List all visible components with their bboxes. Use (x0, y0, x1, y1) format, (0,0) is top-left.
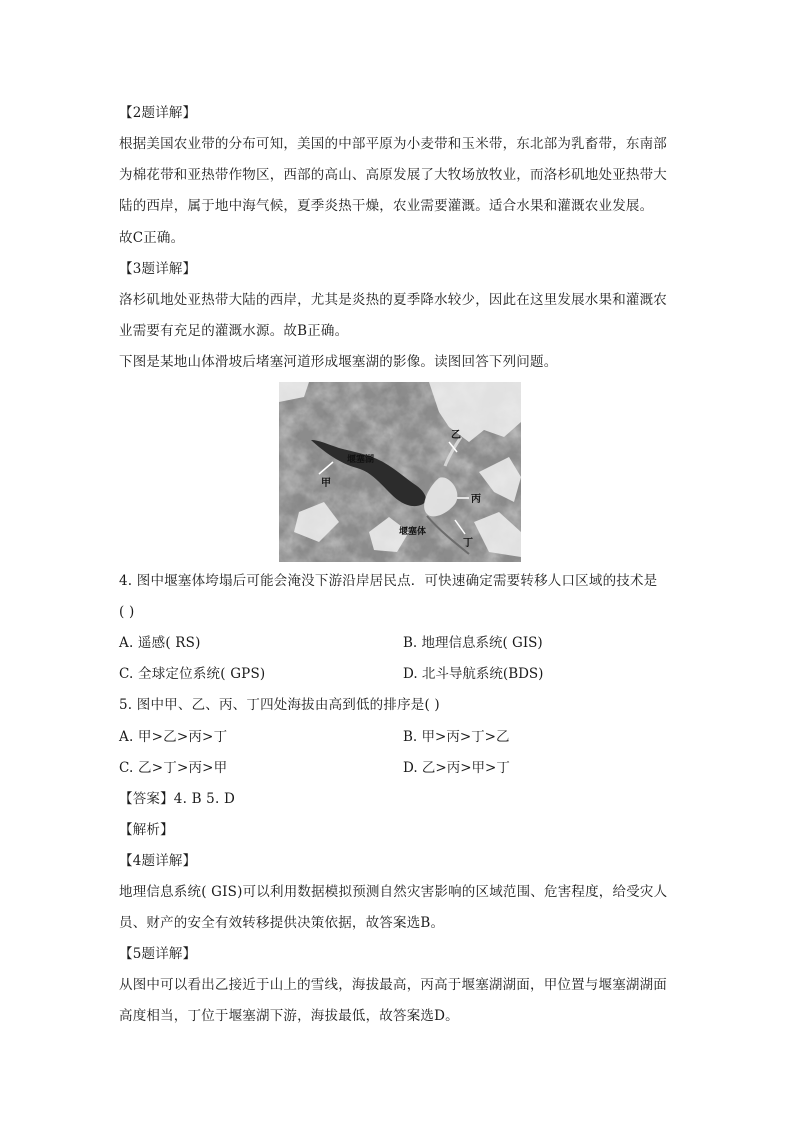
question-4-stem: 4. 图中堰塞体垮塌后可能会淹没下游沿岸居民点．可快速确定需要转移人口区域的技术是 (119, 573, 658, 589)
map-label-yi: 乙 (451, 430, 461, 441)
question-4-paren: ( ) (119, 604, 135, 620)
map-label-dam: 堰塞体 (399, 527, 427, 537)
answer-line: 【答案】4. B 5. D (119, 791, 235, 807)
map-label-ding: 丁 (463, 538, 473, 549)
analysis-heading: 【解析】 (119, 822, 174, 838)
section-2-heading: 【2题详解】 (119, 105, 197, 121)
map-label-lake: 堰塞湖 (347, 455, 375, 465)
q5-option-a: A. 甲>乙>丙>丁 (119, 729, 228, 745)
landslide-lake-image (279, 382, 521, 562)
map-label-bing: 丙 (471, 494, 481, 505)
q4-option-c: C. 全球定位系统( GPS) (119, 666, 266, 682)
q5-option-b: B. 甲>丙>丁>乙 (403, 729, 510, 745)
section-2-line-1: 根据美国农业带的分布可知，美国的中部平原为小麦带和玉米带，东北部为乳畜带，东南部 (119, 136, 667, 152)
section-2-line-4: 故C正确。 (119, 230, 185, 246)
section-4-heading: 【4题详解】 (119, 853, 197, 869)
q4-option-a: A. 遥感( RS) (119, 635, 201, 651)
q5-option-d: D. 乙>丙>甲>丁 (403, 760, 510, 776)
map-label-jia: 甲 (321, 478, 331, 489)
section-4-line-2: 员、财产的安全有效转移提供决策依据，故答案选B。 (119, 915, 445, 931)
question-5-stem: 5. 图中甲、乙、丙、丁四处海拔由高到低的排序是( ) (119, 697, 440, 713)
q5-option-c: C. 乙>丁>丙>甲 (119, 760, 228, 776)
section-2-line-2: 为棉花带和亚热带作物区，西部的高山、高原发展了大牧场放牧业，而洛杉矶地处亚热带大 (119, 167, 667, 183)
section-4-line-1: 地理信息系统( GIS)可以利用数据模拟预测自然灾害影响的区域范围、危害程度，给受灾人 (119, 884, 668, 900)
section-5-line-1: 从图中可以看出乙接近于山上的雪线，海拔最高，丙高于堰塞湖湖面，甲位置与堰塞湖湖面 (119, 977, 667, 993)
section-3-line-2: 业需要有充足的灌溉水源。故B正确。 (119, 323, 349, 339)
section-3-line-1: 洛杉矶地处亚热带大陆的西岸，尤其是炎热的夏季降水较少，因此在这里发展水果和灌溉农 (119, 292, 667, 308)
section-5-line-2: 高度相当，丁位于堰塞湖下游，海拔最低，故答案选D。 (119, 1008, 459, 1024)
section-3-heading: 【3题详解】 (119, 261, 197, 277)
section-5-heading: 【5题详解】 (119, 946, 197, 962)
section-2-line-3: 陆的西岸，属于地中海气候，夏季炎热干燥，农业需要灌溉。适合水果和灌溉农业发展。 (119, 198, 654, 214)
q4-option-b: B. 地理信息系统( GIS) (403, 635, 543, 651)
figure-intro: 下图是某地山体滑坡后堵塞河道形成堰塞湖的影像。读图回答下列问题。 (119, 354, 558, 370)
q4-option-d: D. 北斗导航系统(BDS) (403, 666, 544, 682)
